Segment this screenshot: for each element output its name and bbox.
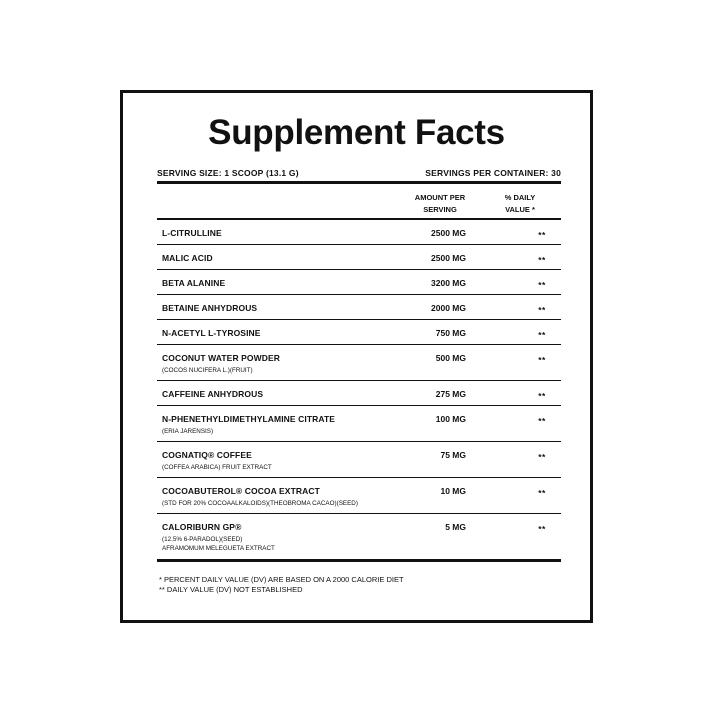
ingredient-row [157,345,561,381]
ingredient-daily-value: ** [538,305,546,315]
ingredient-daily-value: ** [538,280,546,290]
ingredient-amount: 750 MG [435,328,466,338]
ingredient-name [162,303,257,313]
bottom-divider [157,559,561,562]
ingredient-amount: 2500 MG [431,253,466,263]
ingredient-row [157,270,561,295]
footnote-dv-basis: * PERCENT DAILY VALUE (DV) ARE BASED ON A 2000 CALORIE DIET [159,575,404,584]
ingredient-name [162,414,335,436]
top-divider [157,181,561,184]
ingredient-name [162,228,222,238]
ingredient-amount: 5 MG [445,522,466,532]
ingredient-name-text: COGNATIQ® COFFEE [162,450,252,460]
ingredient-name [162,389,263,399]
ingredient-amount: 500 MG [435,353,466,363]
ingredient-name [162,278,225,288]
ingredient-name [162,253,213,263]
ingredient-name [162,486,358,508]
ingredient-row [157,381,561,406]
ingredient-row [157,442,561,478]
ingredient-name [162,522,275,553]
ingredient-row [157,245,561,270]
ingredient-name-text: L-CITRULLINE [162,228,222,238]
ingredient-daily-value: ** [538,488,546,498]
ingredient-amount: 2000 MG [431,303,466,313]
ingredient-amount: 100 MG [435,414,466,424]
serving-size: SERVING SIZE: 1 SCOOP (13.1 G) [157,168,299,178]
daily-value-header [490,192,550,216]
ingredient-name-text: CAFFEINE ANHYDROUS [162,389,264,399]
ingredient-row [157,406,561,442]
ingredient-name-text: COCONUT WATER POWDER [162,353,281,363]
dv-header-line1: % DAILY [504,193,536,202]
ingredient-row [157,478,561,514]
supplement-facts-panel [120,90,593,623]
ingredient-row [157,320,561,345]
ingredient-name-text: MALIC ACID [162,253,213,263]
panel-title: Supplement Facts [208,113,505,152]
ingredient-name [162,353,280,375]
ingredient-name-text: N-ACETYL L-TYROSINE [162,328,261,338]
ingredient-name-text: COCOABUTEROL® COCOA EXTRACT [162,486,320,496]
amount-header-line1: AMOUNT PER [414,193,466,202]
ingredient-amount: 75 MG [440,450,466,460]
dv-header-line2: VALUE * [505,205,535,214]
ingredient-source-note: AFRAMOMUM MELEGUETA EXTRACT [162,545,275,552]
ingredient-daily-value: ** [538,230,546,240]
ingredient-name [162,450,272,472]
ingredient-daily-value: ** [538,391,546,401]
ingredient-source-note: (COFFEA ARABICA) FRUIT EXTRACT [162,464,272,471]
amount-per-serving-header [405,192,475,216]
footnote-dv-not-established: ** DAILY VALUE (DV) NOT ESTABLISHED [159,585,303,594]
ingredient-daily-value: ** [538,452,546,462]
ingredient-source-note: (ERIA JARENSIS) [162,428,214,435]
ingredient-daily-value: ** [538,355,546,365]
ingredient-source-note: (STD FOR 20% COCOAALKALOIDS)(THEOBROMA CACAO)(SEED) [162,500,358,507]
ingredient-amount: 275 MG [435,389,466,399]
ingredient-daily-value: ** [538,416,546,426]
ingredient-source-note: (COCOS NUCIFERA L.)(FRUIT) [162,367,253,374]
ingredient-amount: 2500 MG [431,228,466,238]
ingredient-amount: 3200 MG [431,278,466,288]
ingredient-row [157,514,561,559]
ingredient-amount: 10 MG [440,486,466,496]
ingredient-row [157,295,561,320]
ingredient-name-text: BETAINE ANHYDROUS [162,303,258,313]
serving-info [157,168,561,180]
ingredient-name-text: BETA ALANINE [162,278,226,288]
ingredient-name-text: CALORIBURN GP® [162,522,242,532]
ingredient-name [162,328,261,338]
ingredient-daily-value: ** [538,255,546,265]
ingredient-daily-value: ** [538,330,546,340]
ingredient-row [157,220,561,245]
ingredient-daily-value: ** [538,524,546,534]
amount-header-line2: SERVING [423,205,457,214]
servings-per-container: SERVINGS PER CONTAINER: 30 [425,168,561,178]
footnotes [159,575,404,595]
ingredient-name-text: N-PHENETHYLDIMETHYLAMINE CITRATE [162,414,336,424]
ingredient-source-note: (12.5% 6-PARADOL)(SEED) [162,536,243,543]
